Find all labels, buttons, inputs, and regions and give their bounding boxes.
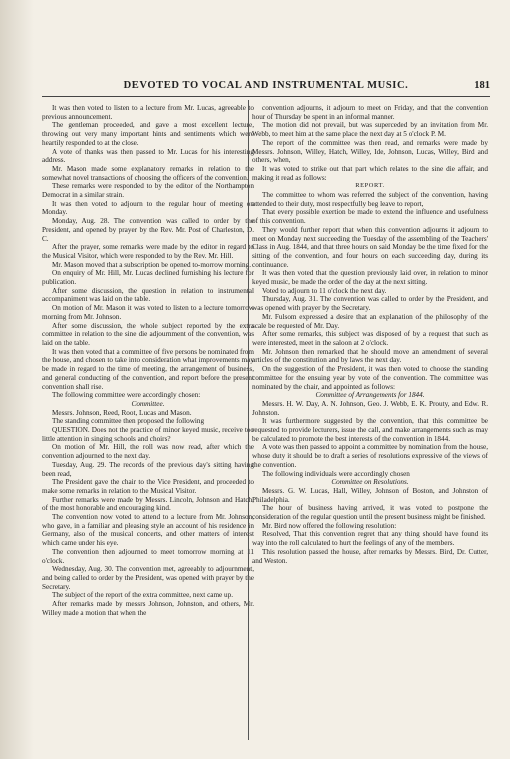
paragraph: It was then voted that the question previously laid over, in relation to minor keyed music, be made the order of the day at the next sitting.: [252, 269, 488, 287]
paragraph: It was furthermore suggested by the convention, that this committee be requested to provide lecturers, issue the call, and make arrangements such as may be calculated to promote the best interests of the convention in 1844.: [252, 417, 488, 443]
paragraph: The standing committee then proposed the following: [52, 417, 205, 426]
paragraph: They would further report that when this convention adjourns it adjourn to meet on Monday next succeeding the Tuesday of the assembling of the Teachers' Class in Aug. 1844, and that three hours on said Monday be the time fixed for the sitting of the convention, and four hours on each succeeding day, during its continuance.: [252, 225, 488, 269]
paragraph: Messrs. Johnson, Reed, Root, Lucas and Mason.: [52, 408, 192, 417]
paragraph: REPORT.: [355, 182, 385, 190]
paragraph: Mr. Johnson then remarked that he should move an amendment of several articles of the constitution and by laws the next day.: [252, 347, 488, 365]
paragraph: Mr. Fulsom expressed a desire that an explanation of the philosophy of the scale be requested of Mr. Day.: [252, 312, 488, 330]
paragraph: The gentleman proceeded, and gave a most excellent lecture, throwing out very many important hints and sentiments which were heartily responded to at the close.: [42, 121, 254, 147]
paragraph: On enquiry of Mr. Hill, Mr. Lucas declined furnishing his lecture for publication.: [42, 269, 254, 287]
paragraph: Monday, Aug. 28. The convention was called to order by the President, and opened by prayer by the Rev. Mr. Post of Charleston, D. C.: [42, 217, 254, 243]
paragraph: The following individuals were accordingly chosen: [262, 469, 410, 478]
paragraph: After some discussion, the question in relation to instrumental accompaniment was laid on the table.: [42, 286, 254, 304]
paragraph: After some remarks, this subject was disposed of by a request that such as were interested, meet in the saloon at 2 o'clock.: [252, 330, 488, 347]
paragraph: Messrs. G. W. Lucas, Hall, Willey, Johnson of Boston, and Johnston of Philadelphia.: [252, 486, 488, 504]
paragraph: The committee to whom was referred the subject of the convention, having attended to their duty, most respectfully beg leave to report,: [252, 191, 488, 208]
paragraph: Further remarks were made by Messrs. Lincoln, Johnson and Hatch, of the most honorable and encouraging kind.: [42, 495, 254, 513]
page-gutter-shadow: [0, 0, 34, 759]
paragraph: It was then voted to listen to a lecture from Mr. Lucas, agreeable to previous announcement.: [42, 104, 254, 121]
paragraph: Committee on Resolutions.: [331, 478, 409, 487]
paragraph: On the suggestion of the President, it was then voted to choose the standing committee for the ensuing year by vote of the convention. The committee was nominated by the chair, and appointed as follows:: [252, 365, 488, 391]
paragraph: Thursday, Aug. 31. The convention was called to order by the President, and was opened with prayer by the Secretary.: [252, 295, 488, 313]
paragraph: On motion of Mr. Hill, the roll was now read, after which the convention adjourned to the next day.: [42, 443, 254, 461]
paragraph: The report of the committee was then read, and remarks were made by Messrs. Johnson, Willey, Hatch, Willey, Ide, Johnson, Lucas, Willey, Bird and others, when,: [252, 138, 488, 165]
paragraph: After the prayer, some remarks were made by the editor in regard to the Musical Visitor, which were responded to by the Rev. Mr. Hill.: [42, 243, 254, 260]
paragraph: That every possible exertion be made to extend the influence and usefulness of this convention.: [252, 208, 488, 226]
paragraph: On motion of Mr. Mason it was voted to listen to a lecture tomorrow morning from Mr. Johnson.: [42, 304, 254, 321]
paragraph: A vote was then passed to appoint a committee by nomination from the house, whose duty it should be to draft a series of resolutions expressive of the views of the convention.: [252, 443, 488, 469]
paragraph: Committee.: [131, 399, 165, 408]
paragraph: Committee of Arrangements for 1844.: [315, 391, 425, 400]
paragraph: Messrs. H. W. Day, A. N. Johnson, Geo. J. Webb, E. K. Prouty, and Edw. R. Johnston.: [252, 399, 488, 417]
paragraph: It was then voted that a committee of five persons be nominated from the house, and chosen to take into consideration what improvements may be made in regard to the time of meeting, the arrangement of business, and general conducting of the convention, and report before the present convention shall rise.: [42, 347, 254, 391]
paragraph: The following committee were accordingly chosen:: [52, 391, 201, 400]
paragraph: After remarks made by messrs Johnson, Johnston, and others, Mr. Willey made a motion that when the: [42, 600, 254, 617]
paragraph: The President gave the chair to the Vice President, and proceeded to make some remarks in relation to the Musical Visitor.: [42, 478, 254, 495]
paragraph: convention adjourns, it adjourn to meet on Friday, and that the convention hour of Thursday be spent in an informal manner.: [252, 104, 488, 121]
paragraph: Tuesday, Aug. 29. The records of the previous day's sitting having been read,: [42, 460, 254, 478]
paragraph: After some discussion, the whole subject reported by the extra committee in relation to the sine die adjournment of the convention, was laid on the table.: [42, 321, 254, 347]
paragraph: The motion did not prevail, but was superceded by an invitation from Mr. Webb, to meet him at the same place the next day at 5 o'clock P. M.: [252, 121, 488, 139]
paragraph: The convention then adjourned to meet tomorrow morning at 11 o'clock.: [42, 547, 254, 565]
paragraph: QUESTION. Does not the practice of minor keyed music, receive too little attention in singing schools and choirs?: [42, 426, 254, 443]
paragraph: The subject of the report of the extra committee, next came up.: [52, 591, 234, 600]
running-header: [42, 80, 490, 94]
paragraph: It was voted to strike out that part which relates to the sine die affair, and making it read as follows:: [252, 164, 488, 182]
paragraph: It was then voted to adjourn to the regular hour of meeting on Monday.: [42, 199, 254, 217]
header-rule: [42, 96, 490, 97]
paragraph: A vote of thanks was then passed to Mr. Lucas for his interesting address.: [42, 147, 254, 165]
paragraph: These remarks were responded to by the editor of the Northampton Democrat in a similar strain.: [42, 182, 254, 200]
paragraph: Resolved, That this convention regret that any thing should have found its way into the roll calculated to hurt the feelings of any of the members.: [252, 530, 488, 548]
paragraph: Mr. Bird now offered the following resolution:: [262, 521, 397, 530]
left-column: [42, 104, 254, 744]
paragraph: Mr. Mason made some explanatory remarks in relation to the somewhat novel transactions of choosing the officers of the convention.: [42, 164, 254, 182]
paragraph: The convention now voted to attend to a lecture from Mr. Johnson, who gave, in a familiar and pleasing style an account of his residence in Germany, also of the musical concerts, and other matters of interest which came under his eye.: [42, 513, 254, 548]
running-title: DEVOTED TO VOCAL AND INSTRUMENTAL MUSIC.: [123, 80, 409, 91]
paragraph: Wednesday, Aug. 30. The convention met, agreeably to adjournment, and being called to order by the President, was opened with prayer by the Secretary.: [42, 565, 254, 591]
paragraph: The hour of business having arrived, it was voted to postpone the consideration of the regular question until the present business might be finished.: [252, 504, 488, 522]
paragraph: This resolution passed the house, after remarks by Messrs. Bird, Dr. Cutter, and Weston.: [252, 547, 488, 565]
right-column: [252, 104, 488, 744]
paragraph: Voted to adjourn to 11 o'clock the next day.: [262, 286, 387, 295]
page-number: 181: [474, 80, 490, 91]
column-divider: [248, 100, 249, 740]
paragraph: Mr. Mason moved that a subscription be opened to-morrow morning.: [52, 260, 252, 269]
